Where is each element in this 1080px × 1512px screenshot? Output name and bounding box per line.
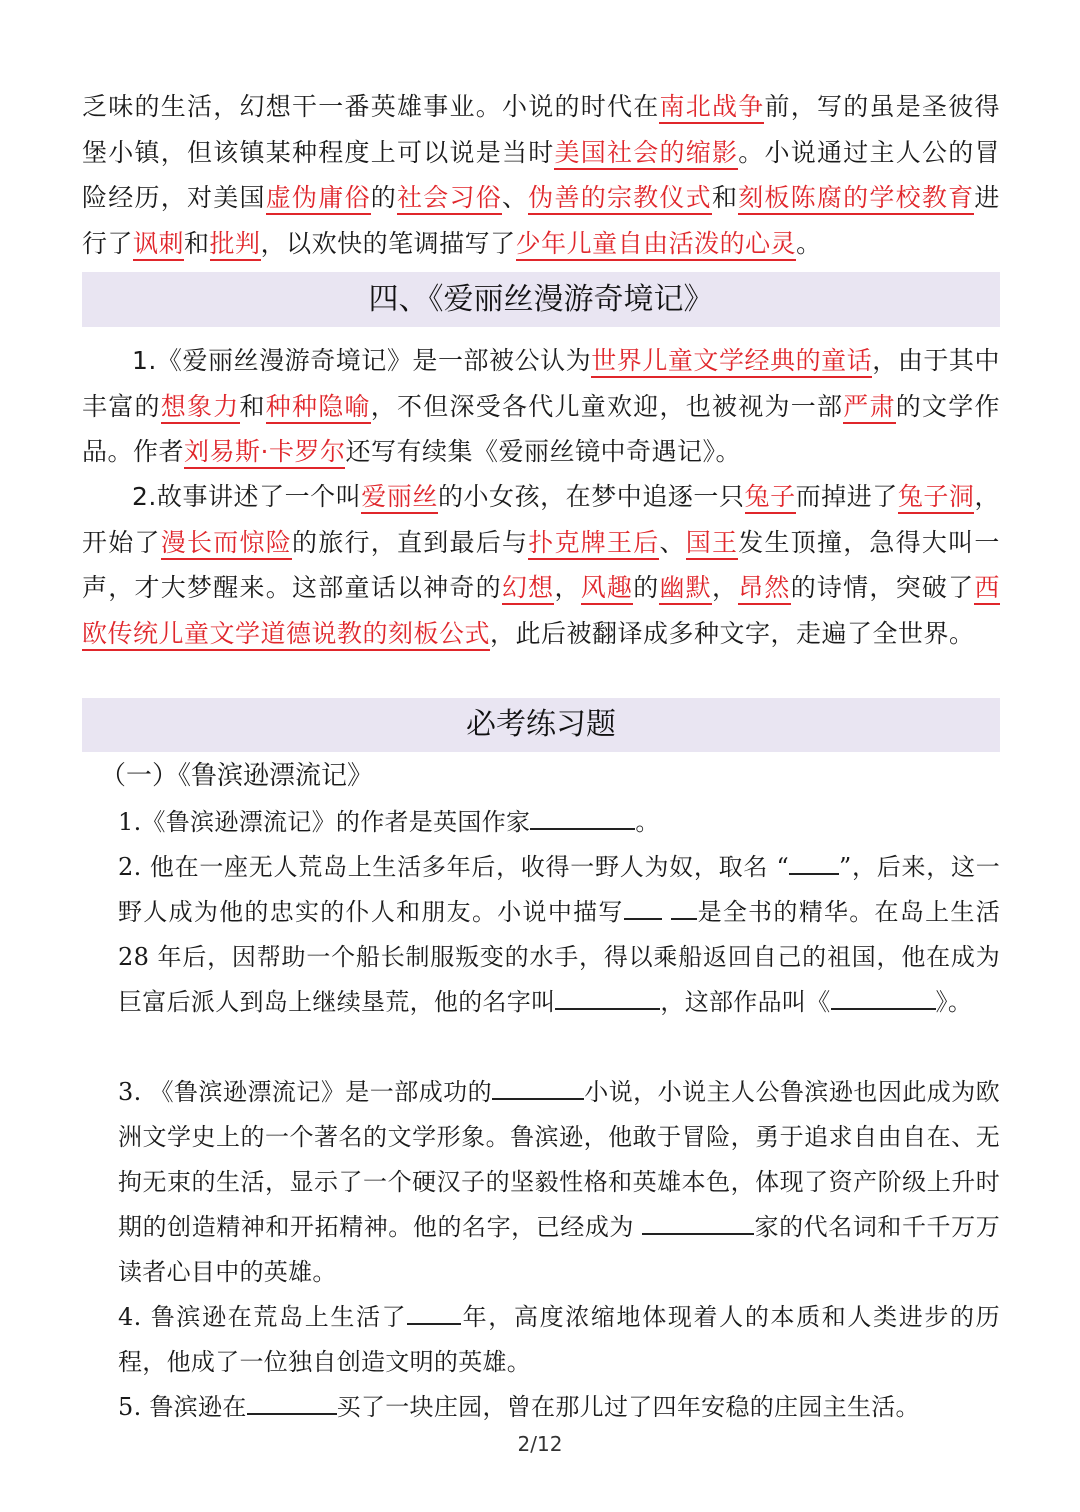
intro-paragraph <box>82 84 1000 266</box>
text-run: 、 <box>501 183 529 212</box>
text-run: ，由于其中丰富的 <box>82 346 1000 421</box>
answer-blank <box>831 984 936 1010</box>
highlighted-answer: 想象力 <box>161 392 240 424</box>
text-run: 、 <box>659 527 686 557</box>
text-run: 》。 <box>935 988 973 1016</box>
text-run: ， <box>554 573 581 602</box>
answer-blank <box>407 1299 461 1325</box>
text-run: 的文学作品。作者 <box>82 391 1000 466</box>
highlighted-answer: 幽默 <box>659 573 712 605</box>
text-run: 。 <box>635 808 660 836</box>
answer-blank <box>642 1209 754 1235</box>
highlighted-answer: 南北战争 <box>659 92 764 124</box>
text-run: ，开始了 <box>82 482 1000 557</box>
highlighted-answer: 世界儿童文学经典的童话 <box>591 346 872 378</box>
highlighted-answer: 社会习俗 <box>397 183 502 215</box>
text-run: ，此后被翻译成多种文字，走遍了全世界。 <box>490 618 975 648</box>
text-run: 。小说通过主人公的冒险经历，对美国 <box>82 137 1000 212</box>
highlighted-answer: 爱丽丝 <box>361 482 438 514</box>
text-run: 5. 鲁滨逊在 <box>118 1393 247 1421</box>
highlighted-answer: 扑克牌王后 <box>528 528 659 560</box>
text-run: 和 <box>711 183 739 212</box>
highlighted-answer: 刻板陈腐的学校教育 <box>738 183 974 215</box>
answer-blank <box>555 984 660 1010</box>
highlighted-answer: 西欧传统儿童文学道德说教的刻板公式 <box>82 573 1000 651</box>
highlighted-answer: 虚伪庸俗 <box>266 183 371 215</box>
text-run: 2. 他在一座无人荒岛上生活多年后，收得一野人为奴，取名 “ <box>118 853 790 881</box>
highlighted-answer: 伪善的宗教仪式 <box>528 183 712 215</box>
highlighted-answer: 风趣 <box>581 573 634 605</box>
answer-blank <box>624 894 662 920</box>
alice-paragraph-1 <box>82 338 1000 475</box>
text-run: 家的代名词和千千万万读者心目中的英雄。 <box>118 1213 1001 1286</box>
section-4-heading: 四、《爱丽丝漫游奇境记》 <box>82 272 1000 327</box>
text-run: 的小女孩，在梦中追逐一只 <box>437 482 745 511</box>
page-number: 2/12 <box>517 1432 563 1456</box>
text-run: 乏味的生活，幻想干一番英雄事业。小说的时代在 <box>82 92 660 121</box>
answer-blank <box>671 894 697 920</box>
question-4 <box>118 1295 1000 1385</box>
highlighted-answer: 兔子洞 <box>898 482 975 514</box>
highlighted-answer: 批判 <box>210 229 261 261</box>
text-run: ，这部作品叫《 <box>660 988 831 1016</box>
text-run: 是全书的精华。在岛上生活 28 年后，因帮助一个船长制服叛变的水手，得以乘船返回自己的祖国，他在成为巨富后派人到岛上继续垦荒，他的名字叫 <box>118 898 1000 1016</box>
text-run: 3. 《鲁滨逊漂流记》是一部成功的 <box>118 1078 493 1106</box>
answer-blank <box>492 1074 584 1100</box>
text-run: ，以欢快的笔调描写了 <box>260 228 516 258</box>
question-2 <box>118 845 1000 1025</box>
exercise-subheading: （一）《鲁滨逊漂流记》 <box>100 761 374 791</box>
text-run: 而掉进了 <box>795 482 898 511</box>
text-run: 和 <box>184 228 210 258</box>
question-5 <box>118 1385 1000 1430</box>
answer-blank <box>247 1389 337 1415</box>
answer-blank <box>530 804 635 830</box>
text-run: 的旅行，直到最后与 <box>291 527 529 557</box>
text-run: 2.故事讲述了一个叫 <box>132 482 362 511</box>
question-1 <box>118 800 1000 845</box>
answer-blank <box>789 849 839 875</box>
highlighted-answer: 少年儿童自由活泼的心灵 <box>516 229 797 261</box>
text-run: 和 <box>239 391 266 421</box>
text-run: 年，高度浓缩地体现着人的本质和人类进步的历程，他成了一位独自创造文明的英雄。 <box>118 1303 1000 1376</box>
highlighted-answer: 美国社会的缩影 <box>554 138 738 170</box>
text-run: 的 <box>633 573 660 602</box>
text-run: ， <box>711 573 739 602</box>
text-run: ”，后来，这一野人成为他的忠实的仆人和朋友。小说中描写 <box>118 853 1000 926</box>
text-run: 前，写的虽是圣彼得堡小镇，但该镇某种程度上可以说是当时 <box>82 92 1000 167</box>
exercise-heading: 必考练习题 <box>82 698 1000 752</box>
text-run: 。 <box>796 228 822 258</box>
highlighted-answer: 漫长而惊险 <box>161 528 292 560</box>
text-run: 4. 鲁滨逊在荒岛上生活了 <box>118 1303 408 1331</box>
alice-paragraph-2 <box>82 474 1000 656</box>
text-run: 发生顶撞，急得大叫一声，才大梦醒来。这部童话以神奇的 <box>82 527 1000 602</box>
text-run: 小说，小说主人公鲁滨逊也因此成为欧洲文学史上的一个著名的文学形象。鲁滨逊，他敢于冒险，勇于追求自由自在、无拘无束的生活，显示了一个硬汉子的坚毅性格和英雄本色，体现了资产阶级上升时期的创造精神和开拓精神。他的名字，已经成为 <box>118 1078 1000 1241</box>
text-run: ，不但深受各代儿童欢迎，也被视为一部 <box>370 391 844 421</box>
text-run: 1.《鲁滨逊漂流记》的作者是英国作家 <box>118 808 531 836</box>
text-run: 的 <box>370 183 397 212</box>
text-run <box>662 898 671 926</box>
highlighted-answer: 兔子 <box>745 482 796 514</box>
text-run: 还写有续集《爱丽丝镜中奇遇记》。 <box>345 437 741 466</box>
highlighted-answer: 种种隐喻 <box>266 392 371 424</box>
highlighted-answer: 严肃 <box>843 392 896 424</box>
question-3 <box>118 1070 1000 1295</box>
highlighted-answer: 昂然 <box>738 573 791 605</box>
text-run: 买了一块庄园，曾在那儿过了四年安稳的庄园主生活。 <box>336 1393 920 1421</box>
highlighted-answer: 讽刺 <box>133 229 184 261</box>
text-run: 的诗情，突破了 <box>790 573 975 602</box>
highlighted-answer: 国王 <box>686 528 739 560</box>
text-run: 1.《爱丽丝漫游奇境记》是一部被公认为 <box>132 346 592 375</box>
text-run: 进行了 <box>82 183 1000 258</box>
highlighted-answer: 刘易斯·卡罗尔 <box>184 437 345 469</box>
highlighted-answer: 幻想 <box>502 573 555 605</box>
